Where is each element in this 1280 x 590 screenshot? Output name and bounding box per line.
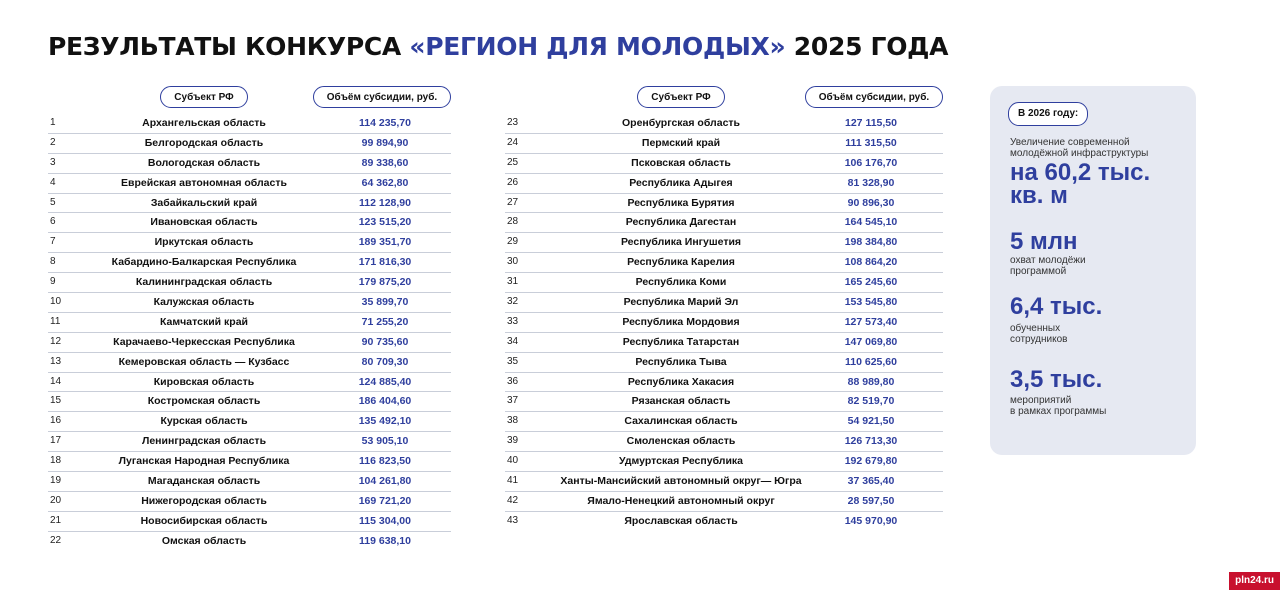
events-value: 3,5 тыс.	[1010, 366, 1103, 393]
row-number: 39	[507, 435, 519, 447]
table-row	[48, 432, 451, 452]
table-row	[48, 174, 451, 194]
region-name: Костромская область	[147, 395, 261, 408]
infrastructure-value-line-2: кв. м	[1010, 182, 1068, 209]
table-header	[505, 86, 943, 114]
subsidy-value: 169 721,20	[358, 494, 412, 507]
row-number: 7	[50, 236, 56, 248]
row-number: 30	[507, 256, 519, 268]
infrastructure-text-line-1: Увеличение современной	[1010, 137, 1130, 148]
subsidy-value: 135 492,10	[358, 415, 412, 428]
row-number: 41	[507, 475, 519, 487]
subsidy-value: 90 735,60	[361, 335, 409, 348]
subsidy-value: 186 404,60	[358, 395, 412, 408]
region-name: Республика Карелия	[627, 256, 735, 269]
results-table-left	[48, 86, 451, 552]
site-watermark: pln24.ru	[1229, 572, 1280, 590]
trained-staff-value: 6,4 тыс.	[1010, 293, 1103, 320]
row-number: 43	[507, 514, 519, 526]
row-number: 32	[507, 296, 519, 308]
table-row	[48, 194, 451, 214]
region-name: Забайкальский край	[150, 196, 258, 209]
table-row	[505, 114, 943, 134]
title-prefix: РЕЗУЛЬТАТЫ КОНКУРСА	[48, 32, 410, 61]
region-name: Республика Ингушетия	[620, 236, 742, 249]
events-text-line-2: в рамках программы	[1010, 406, 1107, 417]
row-number: 33	[507, 315, 519, 327]
table-row	[48, 472, 451, 492]
table-row	[48, 412, 451, 432]
region-name: Кемеровская область — Кузбасс	[118, 355, 290, 368]
subsidy-column-header: Объём субсидии, руб.	[805, 86, 943, 108]
row-number: 37	[507, 395, 519, 407]
table-row	[48, 373, 451, 393]
table-row	[505, 194, 943, 214]
subsidy-value: 111 315,50	[845, 136, 897, 149]
trained-staff-text-line-1: обученных	[1010, 323, 1061, 334]
subsidy-value: 81 328,90	[847, 176, 895, 189]
table-row	[505, 392, 943, 412]
table-row	[505, 154, 943, 174]
row-number: 5	[50, 196, 56, 208]
subsidy-value: 106 176,70	[844, 156, 898, 169]
row-number: 27	[507, 196, 519, 208]
subsidy-value: 110 625,60	[845, 355, 897, 368]
region-name: Кировская область	[153, 375, 255, 388]
table-row	[48, 333, 451, 353]
table-row	[48, 134, 451, 154]
table-row	[505, 333, 943, 353]
region-name: Магаданская область	[147, 475, 261, 488]
subsidy-value: 189 351,70	[358, 236, 412, 249]
table-row	[48, 154, 451, 174]
region-name: Калининградская область	[135, 276, 273, 289]
region-name: Республика Адыгея	[629, 176, 733, 189]
table-row	[48, 233, 451, 253]
row-number: 42	[507, 494, 519, 506]
region-name: Кабардино-Балкарская Республика	[111, 256, 297, 269]
row-number: 8	[50, 256, 56, 268]
title-accent: «РЕГИОН ДЛЯ МОЛОДЫХ»	[409, 32, 786, 61]
subsidy-value: 71 255,20	[361, 315, 409, 328]
table-row	[48, 532, 451, 552]
results-table-right	[505, 86, 943, 532]
subsidy-column-header: Объём субсидии, руб.	[313, 86, 451, 108]
subsidy-value: 82 519,70	[847, 395, 895, 408]
infrastructure-text-line-2: молодёжной инфраструктуры	[1010, 148, 1149, 159]
table-row	[505, 472, 943, 492]
subsidy-value: 53 905,10	[361, 435, 409, 448]
table-row	[48, 114, 451, 134]
region-name: Новосибирская область	[140, 514, 268, 527]
row-number: 11	[50, 315, 61, 327]
row-number: 15	[50, 395, 62, 407]
region-name: Ивановская область	[150, 216, 258, 229]
row-number: 4	[50, 176, 56, 188]
subsidy-value: 192 679,80	[844, 455, 898, 468]
table-row	[505, 353, 943, 373]
table-row	[505, 452, 943, 472]
infrastructure-value-line-1: на 60,2 тыс.	[1010, 159, 1151, 186]
table-row	[505, 253, 943, 273]
table-row	[48, 273, 451, 293]
table-row	[505, 512, 943, 532]
region-name: Рязанская область	[631, 395, 731, 408]
table-row	[505, 134, 943, 154]
table-row	[505, 432, 943, 452]
subsidy-value: 54 921,50	[847, 415, 895, 428]
subsidy-value: 126 713,30	[844, 435, 898, 448]
table-row	[48, 313, 451, 333]
subsidy-value: 88 989,80	[847, 375, 895, 388]
subject-column-header: Субъект РФ	[160, 86, 248, 108]
table-row	[48, 213, 451, 233]
region-name: Республика Татарстан	[622, 335, 740, 348]
row-number: 29	[507, 236, 519, 248]
region-name: Нижегородская область	[141, 494, 267, 507]
row-number: 13	[50, 355, 62, 367]
row-number: 22	[50, 534, 62, 546]
table-row	[48, 512, 451, 532]
region-name: Ямало-Ненецкий автономный округ	[587, 494, 775, 507]
table-row	[48, 492, 451, 512]
subsidy-value: 37 365,40	[847, 475, 895, 488]
row-number: 16	[50, 415, 62, 427]
subsidy-value: 153 545,80	[844, 296, 898, 309]
region-name: Республика Коми	[635, 276, 727, 289]
table-row	[505, 373, 943, 393]
row-number: 3	[50, 156, 56, 168]
table-row	[505, 293, 943, 313]
subsidy-value: 80 709,30	[361, 355, 409, 368]
table-body	[48, 114, 451, 552]
subsidy-value: 35 899,70	[361, 296, 409, 309]
trained-staff-text-line-2: сотрудников	[1010, 334, 1068, 345]
table-row	[505, 492, 943, 512]
region-name: Республика Бурятия	[627, 196, 735, 209]
subject-column-header: Субъект РФ	[637, 86, 725, 108]
subsidy-value: 108 864,20	[844, 256, 898, 269]
subsidy-value: 115 304,00	[359, 514, 411, 527]
region-name: Ярославская область	[624, 514, 738, 527]
row-number: 6	[50, 216, 56, 228]
table-row	[505, 174, 943, 194]
region-name: Республика Дагестан	[625, 216, 737, 229]
table-header	[48, 86, 451, 114]
row-number: 2	[50, 136, 56, 148]
subsidy-value: 164 545,10	[844, 216, 898, 229]
subsidy-value: 28 597,50	[847, 494, 895, 507]
region-name: Карачаево-Черкесская Республика	[113, 335, 295, 348]
table-row	[505, 412, 943, 432]
subsidy-value: 171 816,30	[358, 256, 412, 269]
table-row	[505, 233, 943, 253]
table-body	[505, 114, 943, 532]
region-name: Вологодская область	[147, 156, 261, 169]
region-name: Еврейская автономная область	[121, 176, 287, 189]
subsidy-value: 165 245,60	[844, 276, 898, 289]
region-name: Республика Марий Эл	[623, 296, 739, 309]
table-row	[505, 273, 943, 293]
subsidy-value: 119 638,10	[359, 534, 411, 547]
row-number: 36	[507, 375, 519, 387]
row-number: 28	[507, 216, 519, 228]
subsidy-value: 112 128,90	[359, 196, 411, 209]
title-suffix: 2025 ГОДА	[785, 32, 949, 61]
row-number: 9	[50, 276, 56, 288]
region-name: Пермский край	[641, 136, 721, 149]
region-name: Республика Тыва	[635, 355, 727, 368]
table-row	[505, 313, 943, 333]
row-number: 25	[507, 156, 519, 168]
region-name: Калужская область	[153, 296, 255, 309]
region-name: Луганская Народная Республика	[118, 455, 290, 468]
subsidy-value: 116 823,50	[359, 455, 411, 468]
region-name: Камчатский край	[160, 315, 248, 328]
region-name: Смоленская область	[626, 435, 736, 448]
subsidy-value: 114 235,70	[359, 117, 411, 129]
region-name: Удмуртская Республика	[618, 455, 744, 468]
forecast-panel	[990, 86, 1196, 455]
region-name: Сахалинская область	[624, 415, 738, 428]
year-badge: В 2026 году:	[1008, 102, 1088, 126]
subsidy-value: 147 069,80	[844, 335, 898, 348]
row-number: 17	[50, 435, 62, 447]
row-number: 35	[507, 355, 519, 367]
row-number: 26	[507, 176, 519, 188]
region-name: Омская область	[161, 534, 247, 547]
region-name: Архангельская область	[142, 117, 266, 129]
subsidy-value: 89 338,60	[361, 156, 409, 169]
youth-coverage-text-line-2: программой	[1010, 266, 1067, 277]
subsidy-value: 145 970,90	[844, 514, 898, 527]
subsidy-value: 99 894,90	[361, 136, 409, 149]
region-name: Псковская область	[631, 156, 731, 169]
region-name: Ленинградская область	[141, 435, 267, 448]
table-row	[48, 353, 451, 373]
page-title	[48, 32, 948, 61]
row-number: 19	[50, 475, 62, 487]
row-number: 24	[507, 136, 519, 148]
region-name: Белгородская область	[144, 136, 264, 149]
row-number: 20	[50, 494, 62, 506]
row-number: 1	[50, 117, 56, 128]
table-row	[48, 293, 451, 313]
subsidy-value: 127 573,40	[844, 315, 898, 328]
subsidy-value: 127 115,50	[845, 117, 897, 129]
region-name: Ханты-Мансийский автономный округ— Югра	[560, 475, 802, 488]
table-row	[505, 213, 943, 233]
region-name: Иркутская область	[154, 236, 254, 249]
subsidy-value: 123 515,20	[358, 216, 412, 229]
youth-coverage-text-line-1: охват молодёжи	[1010, 255, 1086, 266]
region-name: Курская область	[160, 415, 248, 428]
subsidy-value: 104 261,80	[358, 475, 412, 488]
row-number: 40	[507, 455, 519, 467]
row-number: 34	[507, 335, 519, 347]
row-number: 38	[507, 415, 519, 427]
row-number: 23	[507, 117, 519, 128]
region-name: Оренбургская область	[621, 117, 741, 129]
region-name: Республика Мордовия	[622, 315, 740, 328]
events-text-line-1: мероприятий	[1010, 395, 1072, 406]
row-number: 10	[50, 296, 62, 308]
subsidy-value: 90 896,30	[847, 196, 895, 209]
table-row	[48, 392, 451, 412]
subsidy-value: 198 384,80	[844, 236, 898, 249]
subsidy-value: 179 875,20	[358, 276, 412, 289]
row-number: 21	[50, 514, 62, 526]
youth-coverage-value: 5 млн	[1010, 228, 1078, 255]
subsidy-value: 124 885,40	[358, 375, 412, 388]
table-row	[48, 253, 451, 273]
table-row	[48, 452, 451, 472]
subsidy-value: 64 362,80	[361, 176, 409, 189]
row-number: 14	[50, 375, 62, 387]
row-number: 18	[50, 455, 62, 467]
row-number: 12	[50, 335, 62, 347]
region-name: Республика Хакасия	[627, 375, 735, 388]
row-number: 31	[507, 276, 519, 288]
